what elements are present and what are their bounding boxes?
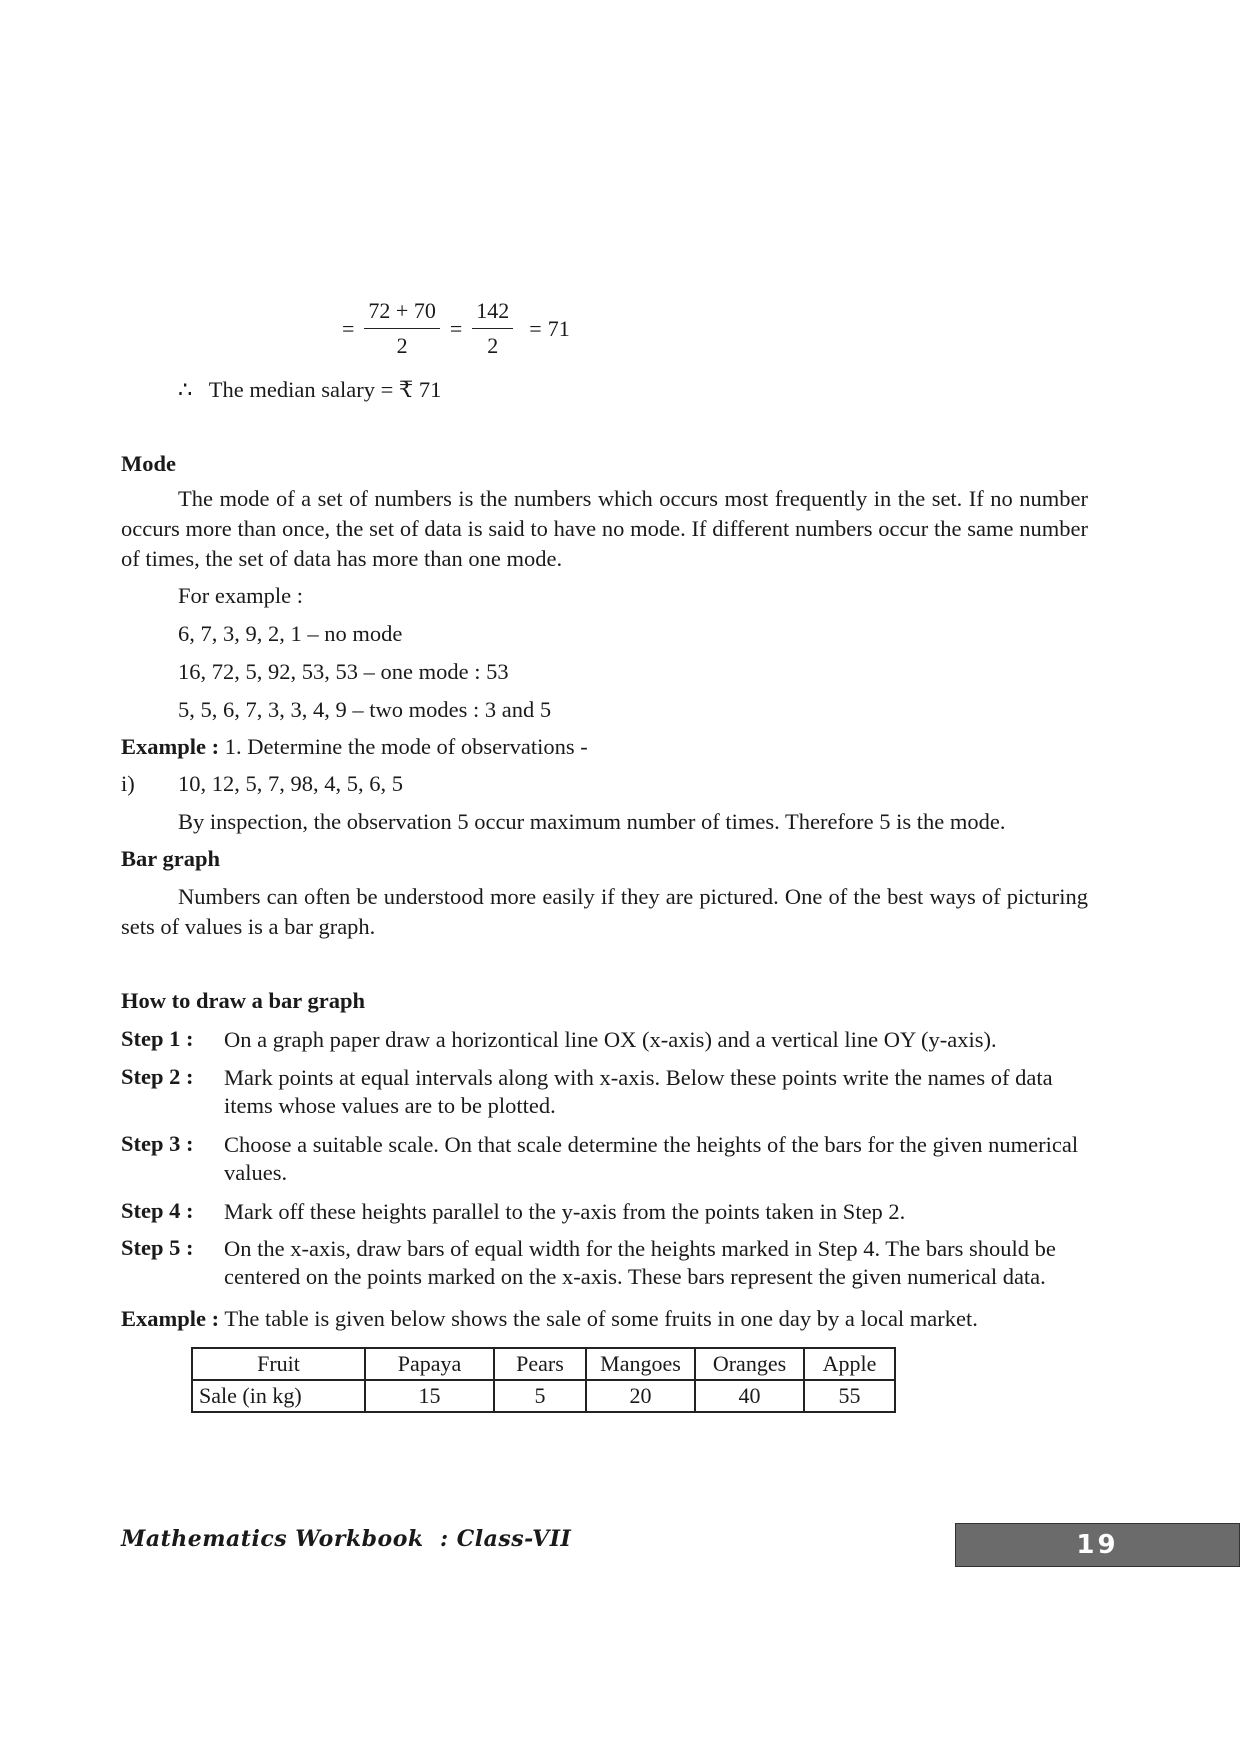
fraction-numerator: 142: [472, 298, 513, 329]
step-3: [121, 1131, 1088, 1189]
how-to-heading: How to draw a bar graph: [121, 988, 365, 1013]
step-text: Mark off these heights parallel to the y-axis from the points taken in Step 2.: [224, 1199, 906, 1224]
equals-sign: =: [449, 315, 463, 341]
equals-sign: =: [529, 315, 542, 341]
page-number: 19: [955, 1523, 1240, 1567]
bar-graph-heading: Bar graph: [121, 846, 220, 871]
fraction-denominator: 2: [396, 333, 408, 358]
example-text: 1. Determine the mode of observations -: [224, 734, 588, 759]
example-line: [121, 734, 588, 760]
table-row: [192, 1380, 895, 1412]
step-label: Step 5 :: [121, 1235, 194, 1260]
table-cell: 5: [494, 1380, 586, 1412]
table-cell: Mangoes: [586, 1348, 695, 1380]
mode-example-1: 6, 7, 3, 9, 2, 1 – no mode: [178, 621, 403, 646]
table-header-cell: Sale (in kg): [192, 1380, 365, 1412]
step-text: On the x-axis, draw bars of equal width for the heights marked in Step 4. The bars should be centered on the points marked on the x-axis. These bars represent the given numerical data.: [224, 1236, 1056, 1289]
fruit-sales-table: [191, 1347, 896, 1413]
table-cell: 40: [695, 1380, 804, 1412]
table-row: [192, 1348, 895, 1380]
step-2: [121, 1064, 1088, 1122]
example-2-text: The table is given below shows the sale of some fruits in one day by a local market.: [224, 1306, 978, 1331]
mode-paragraph-text: The mode of a set of numbers is the numbers which occurs most frequently in the set. If no number occurs more than once, the set of data is said to have no mode. If different numbers occur the same number of times, the set of data has more than one mode.: [121, 486, 1088, 571]
step-label: Step 3 :: [121, 1131, 194, 1156]
formula-result: 71: [547, 315, 570, 341]
example-label: Example :: [121, 734, 220, 759]
table-cell: Papaya: [365, 1348, 494, 1380]
item-values: 10, 12, 5, 7, 98, 4, 5, 6, 5: [178, 771, 403, 796]
step-4: [121, 1198, 1088, 1228]
step-1: [121, 1026, 1088, 1056]
item-marker: i): [121, 771, 135, 796]
table-cell: 20: [586, 1380, 695, 1412]
inspection-text: By inspection, the observation 5 occur maximum number of times. Therefore 5 is the mode.: [178, 809, 1006, 834]
table-cell: Pears: [494, 1348, 586, 1380]
mode-heading: Mode: [121, 451, 176, 476]
fraction-total: [472, 298, 513, 359]
table-cell: Oranges: [695, 1348, 804, 1380]
median-conclusion: ∴ The median salary = ₹ 71: [178, 377, 442, 402]
step-text: On a graph paper draw a horizontical line OX (x-axis) and a vertical line OY (y-axis).: [224, 1027, 997, 1052]
table-cell: 55: [804, 1380, 895, 1412]
table-cell: Apple: [804, 1348, 895, 1380]
mode-example-2: 16, 72, 5, 92, 53, 53 – one mode : 53: [178, 659, 509, 684]
step-text: Choose a suitable scale. On that scale determine the heights of the bars for the given numerical values.: [224, 1132, 1079, 1185]
table-header-cell: Fruit: [192, 1348, 365, 1380]
table-cell: 15: [365, 1380, 494, 1412]
bar-graph-paragraph-text: Numbers can often be understood more easily if they are pictured. One of the best ways of picturing sets of values is a bar graph.: [121, 884, 1088, 939]
fraction-numerator: 72 + 70: [364, 298, 439, 329]
mode-example-3: 5, 5, 6, 7, 3, 3, 4, 9 – two modes : 3 and 5: [178, 697, 552, 722]
fraction-denominator: 2: [487, 333, 499, 358]
step-label: Step 2 :: [121, 1064, 194, 1089]
median-formula: [336, 298, 570, 359]
fraction-sum: [364, 298, 439, 359]
step-5: [121, 1235, 1088, 1293]
bar-graph-paragraph: [121, 882, 1088, 942]
for-example-label: For example :: [178, 583, 303, 608]
mode-paragraph: [121, 484, 1088, 574]
workbook-title: Mathematics Workbook : Class-VII: [121, 1526, 572, 1552]
step-label: Step 4 :: [121, 1198, 194, 1223]
step-label: Step 1 :: [121, 1026, 194, 1051]
example-2-label: Example :: [121, 1306, 220, 1331]
equals-sign: =: [342, 315, 355, 341]
step-text: Mark points at equal intervals along with x-axis. Below these points write the names of data items whose values are to be plotted.: [224, 1065, 1053, 1118]
example-2-line: [121, 1306, 978, 1332]
